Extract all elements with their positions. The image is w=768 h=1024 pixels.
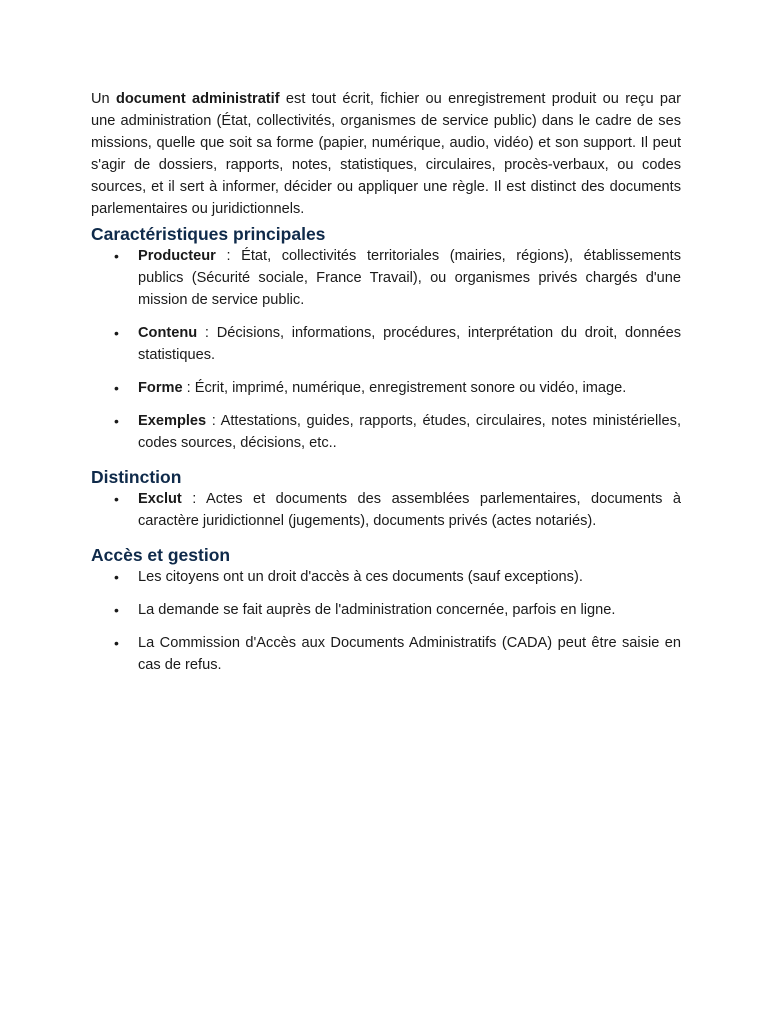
item-text: : Décisions, informations, procédures, interprétation du droit, données statistiques. bbox=[138, 325, 681, 363]
list-item bbox=[91, 245, 681, 311]
intro-prefix: Un bbox=[91, 91, 116, 107]
list-item bbox=[91, 632, 681, 676]
intro-text: est tout écrit, fichier ou enregistrement produit ou reçu par une administration (État, collectivités, organismes de service public) dans le cadre de ses missions, quelle que soit sa forme (papier, numérique, audio, vidéo) et son support. Il peut s'agir de dossiers, rapports, notes, statistiques, circulaires, procès-verbaux, ou codes sources, et il sert à informer, décider ou appliquer une règle. Il est distinct des documents parlementaires ou juridictionnels. bbox=[91, 91, 681, 217]
item-term: Exclut bbox=[138, 491, 182, 507]
intro-paragraph bbox=[91, 88, 681, 220]
item-term: Contenu bbox=[138, 325, 198, 341]
heading-acces: Accès et gestion bbox=[91, 545, 231, 565]
list-item bbox=[91, 377, 681, 399]
list-item bbox=[91, 410, 681, 454]
bullet-icon: • bbox=[114, 413, 119, 429]
list-item bbox=[91, 599, 681, 621]
bullet-icon: • bbox=[114, 380, 119, 396]
item-text: : Écrit, imprimé, numérique, enregistrement sonore ou vidéo, image. bbox=[182, 380, 627, 396]
list-item bbox=[91, 322, 681, 366]
item-text: : État, collectivités territoriales (mairies, régions), établissements publics (Sécurité sociale, France Travail), ou organismes privés chargés d'une mission de service public. bbox=[138, 248, 681, 308]
bullet-icon: • bbox=[114, 491, 119, 507]
list-caracteristiques bbox=[91, 245, 681, 454]
heading-distinction: Distinction bbox=[91, 467, 182, 487]
list-item bbox=[91, 566, 681, 588]
document-page bbox=[91, 88, 681, 676]
bullet-icon: • bbox=[114, 325, 119, 341]
list-acces bbox=[91, 566, 681, 676]
item-text: : Attestations, guides, rapports, études, circulaires, notes ministérielles, codes sources, décisions, etc.. bbox=[138, 413, 681, 451]
item-term: Producteur bbox=[138, 248, 216, 264]
bullet-icon: • bbox=[114, 602, 119, 618]
item-term: Exemples bbox=[138, 413, 207, 429]
item-text: : Actes et documents des assemblées parlementaires, documents à caractère juridictionnel (jugements), documents privés (actes notariés). bbox=[138, 491, 681, 529]
bullet-icon: • bbox=[114, 569, 119, 585]
intro-term: document administratif bbox=[115, 91, 280, 107]
list-item bbox=[91, 488, 681, 532]
item-text: La demande se fait auprès de l'administration concernée, parfois en ligne. bbox=[138, 602, 616, 618]
item-text: La Commission d'Accès aux Documents Administratifs (CADA) peut être saisie en cas de refus. bbox=[138, 635, 681, 673]
item-text: Les citoyens ont un droit d'accès à ces documents (sauf exceptions). bbox=[138, 569, 583, 585]
heading-caracteristiques: Caractéristiques principales bbox=[91, 224, 326, 244]
list-distinction bbox=[91, 488, 681, 532]
bullet-icon: • bbox=[114, 248, 119, 264]
bullet-icon: • bbox=[114, 635, 119, 651]
item-term: Forme bbox=[138, 380, 183, 396]
